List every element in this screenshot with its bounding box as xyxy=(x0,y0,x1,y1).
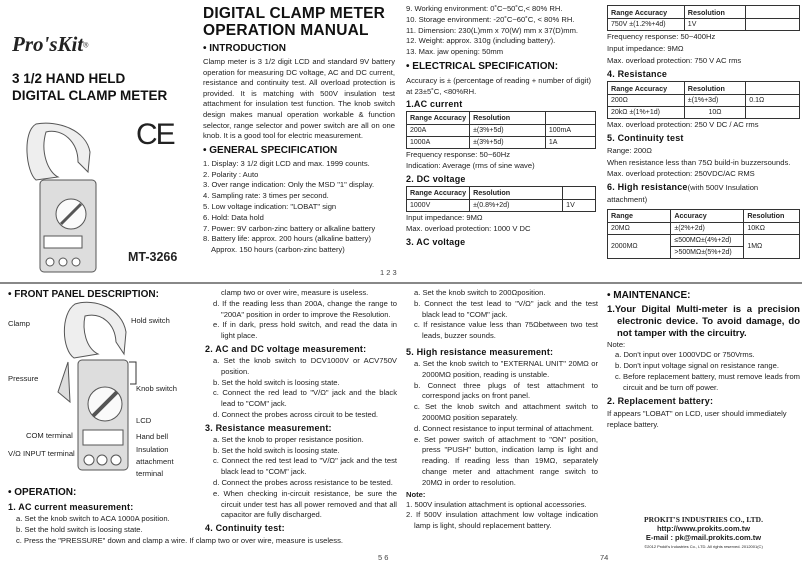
cell: ±(3%+5d) xyxy=(470,124,546,136)
step: c. Connect the red lead to "V/Ω" jack and the black lead to "COM" jack. xyxy=(213,388,397,409)
resistance-heading: 4. Resistance xyxy=(607,69,668,79)
company-email[interactable]: E-mail : pk@mail.prokits.com.tw xyxy=(645,533,762,542)
intro-heading: • INTRODUCTION xyxy=(203,43,286,54)
step: a. Set the knob switch to "EXTERNAL UNIT" 20MΩ or 2000MΩ position, reading is unstable. xyxy=(414,358,598,379)
step: a. Set the knob switch to ACA 1000A position. xyxy=(16,514,170,523)
cell: 0.1Ω xyxy=(746,95,800,107)
spec-item: 9. Working environment: 0˚C~50˚C,< 80% RH. xyxy=(406,4,563,13)
th: Resolution xyxy=(684,6,745,19)
note: Max. overload protection: 1000 V DC xyxy=(406,224,531,234)
cell: 200A xyxy=(407,124,470,136)
cell: ±(0.8%+2d) xyxy=(470,199,563,211)
note-item: 1. 500V insulation attachment is optional accessories. xyxy=(406,499,587,509)
note: Input impedance: 9MΩ xyxy=(607,44,684,53)
voltage-measurement-heading: 2. AC and DC voltage measurement: xyxy=(205,343,367,354)
brand-logo: Pro'sKit® xyxy=(12,32,89,56)
step: e. Set power switch of attachment to "ON" position, press "PUSH" button, indication lamp is light and reading. If reading less than 19MΩ, separately change meter and attachment range switch to 20MΩ in order to resolution. xyxy=(414,434,598,487)
manual-title: DIGITAL CLAMP METER OPERATION MANUAL xyxy=(203,5,386,39)
general-spec-heading: • GENERAL SPECIFICATION xyxy=(203,144,338,156)
clamp-meter-illustration xyxy=(18,122,88,274)
page-divider xyxy=(0,282,802,284)
intro-text: Clamp meter is 3 1/2 digit LCD and standard 9V battery operation for measuring DC voltage, AC and DC current, resistance and continuity test. All overload protection is provided. It is matching with 500V insulation test attachment for insulation test function. The knob switch design makes manual operation workable & function selector, range selector and power switch are all on one knob. It is a good tool for electric measurement. xyxy=(203,57,395,141)
step: c. Set the knob switch and attachment switch to 2000MΩ position separately. xyxy=(414,402,598,422)
manual-column-4 xyxy=(607,5,800,259)
maintenance-warning: 1.Your Digital Multi-meter is a precision electronic device. To avoid damage, do not tamper with the circuitry. xyxy=(607,304,800,339)
battery-text: If appears "LOBAT" on LCD, user should immediately replace battery. xyxy=(607,408,787,430)
label-hold-switch: Hold switch xyxy=(131,316,170,325)
ac-measurement-heading: 1. AC current measurement: xyxy=(8,502,134,512)
manual-column-3 xyxy=(406,4,596,249)
th: Range Accuracy xyxy=(407,186,470,199)
th: Resolution xyxy=(684,82,745,95)
cell: 1000V xyxy=(407,199,470,211)
spec-item: 11. Dimension: 230(L)mm x 70(W) mm x 37(D)mm. xyxy=(406,25,579,35)
label-input-terminal: V/Ω INPUT terminal xyxy=(8,449,75,458)
spec-item: 12. Weight: approx. 310g (including battery). xyxy=(406,36,556,46)
table-row xyxy=(407,124,596,136)
note-item: 2. If 500V insulation attachment low voltage indication lamp is light, should replacement battery. xyxy=(406,510,598,531)
note: Frequency response: 50~60Hz xyxy=(406,149,511,159)
note-item: c. Before replacement battery, must remove leads from circuit and be turn off power. xyxy=(615,371,800,392)
table-row xyxy=(407,136,596,148)
page-number: 74 xyxy=(600,553,609,562)
table-row xyxy=(608,107,800,119)
high-resistance-measurement-heading: 5. High resistance measurement: xyxy=(406,346,554,357)
spec-item: 2. Polarity : Auto xyxy=(203,169,259,179)
operation-heading: • OPERATION: xyxy=(8,487,77,498)
operation-column-3 xyxy=(406,288,598,532)
ce-mark: CE xyxy=(136,118,174,151)
step: a. Set the knob to proper resistance position. xyxy=(213,434,364,444)
resistance-measurement-heading: 3. Resistance measurement: xyxy=(205,422,332,433)
cell: 1V xyxy=(563,199,596,211)
th xyxy=(563,186,596,199)
cell: ±(3%+5d) xyxy=(470,136,546,148)
label-hand-bell: Hand bell xyxy=(136,432,169,441)
th: Range Accuracy xyxy=(608,6,685,19)
th xyxy=(545,111,595,124)
page-numbers: 5 6 xyxy=(378,553,389,562)
step: d. Connect the probes across circuit to be tested. xyxy=(213,409,379,419)
high-resistance-note: (with 500V Insulation attachment) xyxy=(607,182,759,204)
cell: >500MΩ±(5%+2d) xyxy=(671,246,744,258)
th: Range Accuracy xyxy=(407,111,470,124)
step: a. Set the knob switch to DCV1000V or ACV750V position. xyxy=(213,355,397,376)
cell: 1MΩ xyxy=(744,234,800,258)
maintenance-heading: • MAINTENANCE: xyxy=(607,290,691,301)
th: Resolution xyxy=(744,209,800,222)
label-pressure: Pressure xyxy=(8,374,39,383)
high-resistance-table xyxy=(607,209,800,259)
ac-current-table xyxy=(406,111,596,149)
front-panel-heading xyxy=(8,286,159,303)
cell: 10Ω xyxy=(684,107,745,119)
note-item: b. Don't input voltage signal on resistance range. xyxy=(615,361,779,371)
spec-item: 13. Max. jaw opening: 50mm xyxy=(406,47,504,57)
battery-heading: 2. Replacement battery: xyxy=(607,395,714,406)
note-heading: Note: xyxy=(406,489,426,499)
cell: ±(2%+2d) xyxy=(671,222,744,234)
note: Max. overload protection: 250 V DC / AC rms xyxy=(607,120,759,129)
cell: 200Ω xyxy=(608,95,685,107)
cell: 10KΩ xyxy=(744,222,800,234)
table-row xyxy=(608,222,800,234)
label-clamp: Clamp xyxy=(8,319,30,328)
copyright: ©2012 Prokit's Industries Co., LTD. All rights reserved. 2012001(C) xyxy=(644,544,763,549)
note-item: a. Don't input over 1000VDC or 750Vrms. xyxy=(615,350,755,360)
heading: • FRONT PANEL DESCRIPTION: xyxy=(8,289,159,300)
ac-voltage-table xyxy=(607,5,800,31)
electrical-heading: • ELECTRICAL SPECIFICATION: xyxy=(406,60,559,72)
note: Max. overload protection: 250VDC/AC RMS xyxy=(607,169,755,178)
manual-column-2 xyxy=(203,5,395,256)
step: e. If in dark, press hold switch, and read the data in light place. xyxy=(213,320,397,341)
step: b. Connect three plugs of test attachment to correspond jacks on front panel. xyxy=(414,380,598,401)
cell xyxy=(746,107,800,119)
note: Indication: Average (rms of sine wave) xyxy=(406,161,535,171)
ac-voltage-heading: 3. AC voltage xyxy=(406,236,466,247)
th: Range xyxy=(608,209,671,222)
cell xyxy=(746,19,800,31)
th xyxy=(746,82,800,95)
step: c. If resistance value less than 75Ωbetween two test leads, buzzer sounds. xyxy=(414,320,598,341)
th: Accuracy xyxy=(671,209,744,222)
continuity-heading: 5. Continuity test xyxy=(607,133,684,143)
step: c. Press the "PRESSURE" down and clamp a wire. If clamp two or over wire, measure is useless. xyxy=(16,535,343,545)
company-name: PROKIT'S INDUSTRIES CO., LTD. xyxy=(644,515,763,524)
dc-voltage-table xyxy=(406,186,596,212)
continuity-heading: 4. Continuity test: xyxy=(205,523,285,534)
cell: ±(1%+3d) xyxy=(684,95,745,107)
label-lcd: LCD xyxy=(136,416,152,425)
table-row xyxy=(407,199,596,211)
table-row xyxy=(608,95,800,107)
cell: 20kΩ ±(1%+1d) xyxy=(608,107,685,119)
label-insulation-terminal: Insulation attachment terminal xyxy=(136,445,174,478)
th xyxy=(746,6,800,19)
cell: 1000A xyxy=(407,136,470,148)
dc-voltage-heading: 2. DC voltage xyxy=(406,173,466,184)
high-resistance-title: 6. High resistance xyxy=(607,181,688,192)
table-row xyxy=(608,234,800,246)
th: Range Accuracy xyxy=(608,82,685,95)
step: b. Connect the test lead to "V/Ω" jack and the test black lead to "COM" jack. xyxy=(414,298,598,319)
spec-item: 3. Over range indication: Only the MSD "1" display. xyxy=(203,180,375,190)
high-resistance-heading xyxy=(607,181,800,206)
cell: 20MΩ xyxy=(608,222,671,234)
th: Resolution xyxy=(470,186,563,199)
step: c. Connect the red test lead to "V/Ω" jack and the test black lead to "COM" jack. xyxy=(213,456,397,477)
cell: 1V xyxy=(684,19,745,31)
cell: 1A xyxy=(545,136,595,148)
label-com-terminal: COM terminal xyxy=(26,431,73,440)
note-label: Note: xyxy=(607,340,626,350)
spec-item: 6. Hold: Data hold xyxy=(203,212,264,222)
note: Range: 200Ω xyxy=(607,146,652,155)
step: b. Set the hold switch is loosing state. xyxy=(16,524,143,534)
cell: 100mA xyxy=(545,124,595,136)
page-numbers: 1 2 3 xyxy=(380,268,397,277)
step: b. Set the hold switch is loosing state. xyxy=(213,445,340,455)
operation-column-2 xyxy=(205,288,397,535)
note: Input impedance: 9MΩ xyxy=(406,212,483,222)
cell: 2000MΩ xyxy=(608,234,671,258)
spec-item: 4. Sampling rate: 3 times per second. xyxy=(203,191,329,201)
cell: ≤500MΩ±(4%+2d) xyxy=(671,234,744,246)
cell: 750V ±(1.2%+4d) xyxy=(608,19,685,31)
spec-item: 10. Storage environment: -20˚C~60˚C, < 80% RH. xyxy=(406,14,575,24)
company-footer xyxy=(607,515,800,549)
model-number: MT-3266 xyxy=(128,250,178,264)
resistance-table xyxy=(607,81,800,119)
note: When resistance less than 75Ω build-in buzzersounds. xyxy=(607,157,791,167)
step-continued: clamp two or over wire, measure is useless. xyxy=(221,288,369,297)
step: d. If the reading less than 200A, change the range to "200A" position in order to improve the Resolution. xyxy=(213,298,397,319)
label-knob-switch: Knob switch xyxy=(136,384,177,393)
step: d. Connect the probes across resistance to be tested. xyxy=(213,477,393,487)
spec-item: 8. Battery life: approx. 200 hours (alkaline battery) xyxy=(203,234,371,244)
ac-current-heading: 1.AC current xyxy=(406,98,463,109)
step: a. Set the knob switch to 200Ωposition. xyxy=(414,288,546,297)
spec-item: 5. Low voltage indication: "LOBAT" sign xyxy=(203,201,337,211)
step: d. Connect resistance to input terminal of attachment. xyxy=(414,423,594,433)
note: Max. overload protection: 750 V AC rms xyxy=(607,56,742,65)
table-row xyxy=(608,19,800,31)
spec-item: 7. Power: 9V carbon-zinc battery or alkaline battery xyxy=(203,223,376,233)
company-website[interactable]: http://www.prokits.com.tw xyxy=(656,524,751,533)
accuracy-note: Accuracy is ± (percentage of reading + number of digit) at 23±5˚C, <80%RH. xyxy=(406,75,592,96)
step: e. When checking in-circuit resistance, be sure the circuit under test has all power removed and that all capacitor are fully discharged. xyxy=(213,488,397,520)
step: b. Set the hold switch is loosing state. xyxy=(213,377,340,387)
th: Resolution xyxy=(470,111,546,124)
maintenance-column xyxy=(607,287,800,431)
cover-title: 3 1/2 HAND HELD DIGITAL CLAMP METER xyxy=(12,71,168,103)
spec-item: Approx. 150 hours (carbon-zinc battery) xyxy=(211,245,345,255)
note: Frequency response: 50~400Hz xyxy=(607,32,716,41)
spec-item: 1. Display: 3 1/2 digit LCD and max. 1999 counts. xyxy=(203,158,370,168)
